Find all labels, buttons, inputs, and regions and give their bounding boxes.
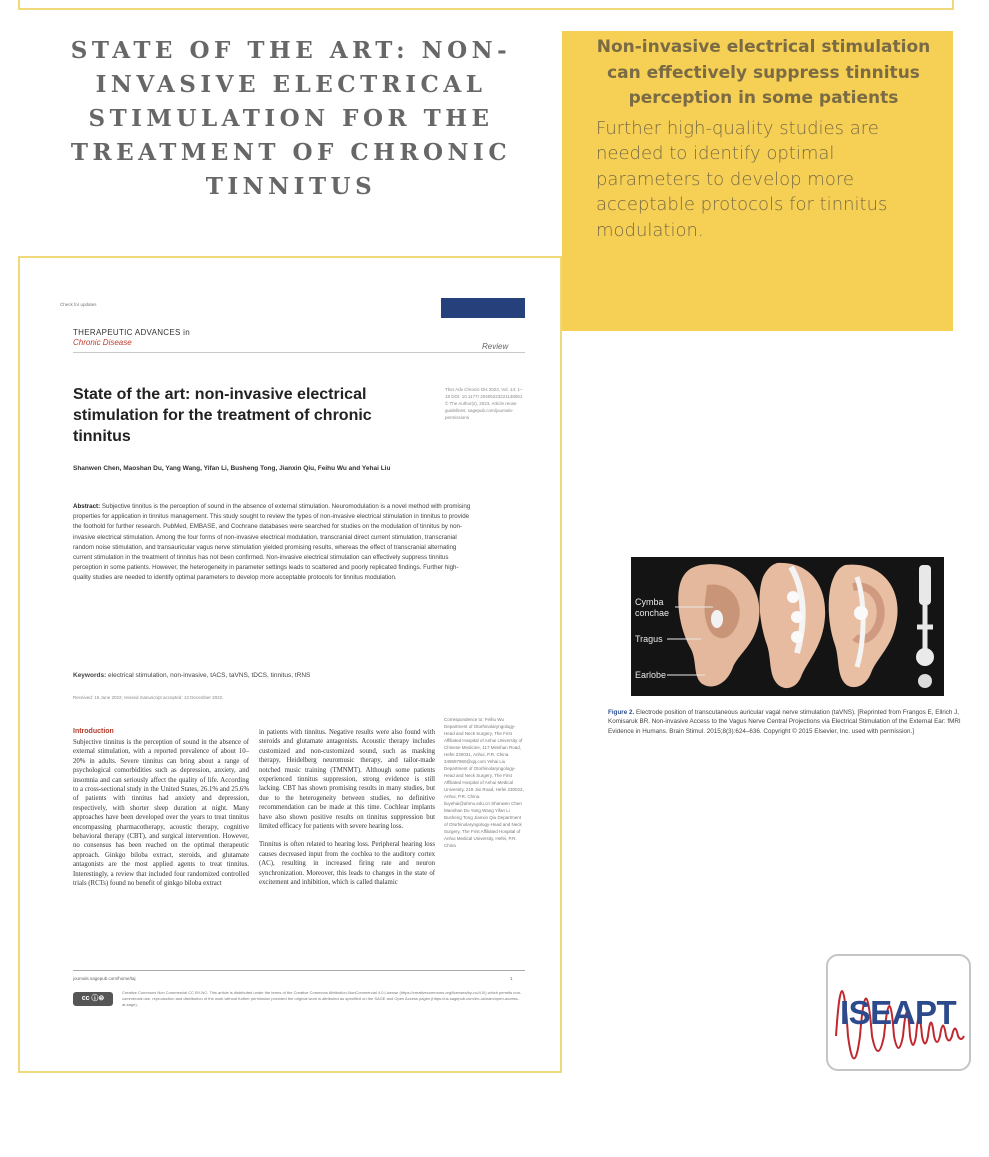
paper-authors: Shanwen Chen, Maoshan Du, Yang Wang, Yifan Li, Busheng Tong, Jianxin Qiu, Feihu Wu and Yehai Liu <box>73 465 391 472</box>
footer-url[interactable]: journals.sagepub.com/home/taj <box>73 976 136 981</box>
label-cymba-conchae: Cymba conchae <box>635 597 670 618</box>
label-tragus: Tragus <box>635 634 663 644</box>
page-title: STATE OF THE ART: NON-INVASIVE ELECTRICAL STIMULATION FOR THE TREATMENT OF CHRONIC TINNITUS <box>70 37 512 200</box>
ear-photos <box>631 557 944 696</box>
journal-color-bar <box>441 298 525 318</box>
figure-caption <box>608 708 968 736</box>
callout-highlight: Non-invasive electrical stimulation can effectively suppress tinnitus perception in some patients <box>596 37 931 108</box>
article-type: Review <box>482 342 509 351</box>
footer-page-number: 1 <box>510 976 513 981</box>
intro-column-1: Subjective tinnitus is the perception of sound in the absence of external stimulation, with a reported prevalence of about 10–20% in adults. Severe tinnitus can bring about a range of psychological comorbidities such as depression, anxiety, and insomnia and can seriously affect the quality of life. According to a cross-sectional study in the United States, 26.1% and 25.6% of patients with tinnitus had anxiety and depression, respectively, with shorter sleep duration at night. Many approaches have been developed over the years to treat tinnitus encompassing pharmacotherapy, acoustic therapy, cognitive behavioral therapy (CBT), and surgical intervention. However, no consensus has been reached on the optimal therapeutic approach. Ginkgo biloba extract, steroids, and glutamate antagonists are the most applied agents to treat tinnitus. Interestingly, a review that included four randomized controlled trials (RCTs) found no benefit of ginkgo biloba extract <box>73 739 249 888</box>
key-finding-callout <box>562 31 953 331</box>
caption-text: Electrode position of transcutaneous auricular vagal nerve stimulation (taVNS). [Reprinted from Frangos E, Ellrich J, Komisaruk BR. Non-invasive Access to the Vagus Nerve Central Projections via Electrical Stimulation of the External Ear: fMRI Evidence in Humans. Brain Stimul. 2015;8(3):624–636. Copyright © 2015 Elsevier, Inc. used with permission.] <box>608 709 961 735</box>
paper-title: State of the art: non-invasive electrical stimulation for the treatment of chronic tinnitus <box>73 386 372 445</box>
received-dates: Received: 15 June 2022; revised manuscript accepted: 13 December 2022. <box>73 695 224 700</box>
intro-column-2-para-1: in patients with tinnitus. Negative results were also found with steroids and glutamate antagonists. Acoustic therapy includes customized and non-customized sound, such as masking therapy, Heidelberg neuromusic therapy, and tailor-made notched music training (TMNMT). Although some patients experienced tinnitus suppression, strong evidence is still lacking. CBT has shown promising results in many studies, but due to the heterogeneity between studies, no definitive recommendation can be made at this time. Cochlear implants have also shown positive results on tinnitus suppression but limited efficacy for patients with severe hearing loss. <box>259 729 435 831</box>
abstract-text: Subjective tinnitus is the perception of sound in the absence of external stimulation. Neuromodulation is a novel method with promising properties for application in tinnitus management. This study sought to review the types of non-invasive electrical stimulation in tinnitus to provide the foothold for further research. PubMed, EMBASE, and Cochrane databases were searched for studies on the modulation of tinnitus by non-invasive electrical stimulation. Among the four forms of non-invasive electrical modulation, transcranial direct current stimulation, transcranial random noise stimulation, and transauricular vagus nerve stimulation yielded promising results, whereas the effect of transcranial alternating current stimulation in the treatment of tinnitus has not been confirmed. Non-invasive electrical stimulation can effectively suppress tinnitus perception in some patients. However, the heterogeneity in parameter settings leads to scattered and poorly replicated findings. Further high-quality studies are needed to identify optimal parameters to develop more acceptable protocols for tinnitus modulation. <box>73 503 471 582</box>
keywords-text: electrical stimulation, non-invasive, tACS, taVNS, tDCS, tinnitus, tRNS <box>108 672 311 679</box>
keywords-label: Keywords: <box>73 672 107 679</box>
logo-text: ISEAPT <box>840 994 957 1031</box>
paper-preview <box>40 290 522 1020</box>
intro-column-2-para-2: Tinnitus is often related to hearing loss. Peripheral hearing loss causes decreased input from the cochlea to the auditory cortex (AC), resulting in increased firing rate and neuron synchronization. Moreover, this leads to changes in the state of excitement and inhibition, which is called thalamic <box>259 841 435 887</box>
header-divider <box>73 352 525 353</box>
intro-column-2 <box>259 728 435 888</box>
journal-subtitle: Chronic Disease <box>73 338 132 347</box>
journal-name: THERAPEUTIC ADVANCES in <box>73 328 190 337</box>
correspondence-block: Correspondence to: Feihu Wu Department of Otorhinolaryngology-Head and Neck Surgery, The First Affiliated Hospital of Anhui University of Chinese Medicine, 117 Meishan Road, Hefei 230031, Anhui, P.R. China. 349697960@qq.com Yehai Liu Department of Otorhinolaryngology-Head and Neck Surgery, The First Affiliated Hospital of Anhui Medical University, 218 Jixi Road, Hefei 230022, Anhui, P.R. China. liuyehai@ahmu.edu.cn Shanwen Chen Maoshan Du Yang Wang Yifan Li Busheng Tong Jianxin Qiu Department of Otorhinolaryngology-Head and Neck Surgery, The First Affiliated Hospital of Anhui Medical University, Hefei, P.R. China <box>444 717 524 848</box>
intro-heading: Introduction <box>73 728 114 735</box>
ear-electrode-figure <box>631 557 944 696</box>
license-text: Creative Commons Non Commercial CC BY-NC: This article is distributed under the terms of the Creative Commons Attribution-NonCommercial 4.0 License (https://creativecommons.org/licenses/by-nc/4.0/) which permits non-commercial use, reproduction and distribution of the work without further permission provided the original work is attributed as specified on the SAGE and Open Access pages (https://us.sagepub.com/en-us/nam/open-access-at-sage). <box>122 990 522 1007</box>
callout-text: Further high-quality studies are needed to identify optimal parameters to develop more acceptable protocols for tinnitus modulation. <box>596 117 888 241</box>
paper-abstract <box>73 502 473 584</box>
iseapt-logo <box>826 954 971 1071</box>
check-updates-badge[interactable]: Check for updates <box>60 302 97 307</box>
footer-divider <box>73 970 525 971</box>
top-frame <box>18 0 954 10</box>
paper-meta: Ther Adv Chronic Dis 2023, Vol. 14: 1–18 DOI: 10.1177/ 20406223221148061 © The Author(s), 2023. Article reuse guidelines: sagepub.com/journals-permissions <box>445 387 523 420</box>
abstract-label: Abstract: <box>73 503 101 510</box>
creative-commons-badge: cc ⓘ⊜ <box>73 992 113 1006</box>
paper-keywords <box>73 672 513 679</box>
label-earlobe: Earlobe <box>635 670 667 680</box>
caption-label: Figure 2. <box>608 709 635 716</box>
